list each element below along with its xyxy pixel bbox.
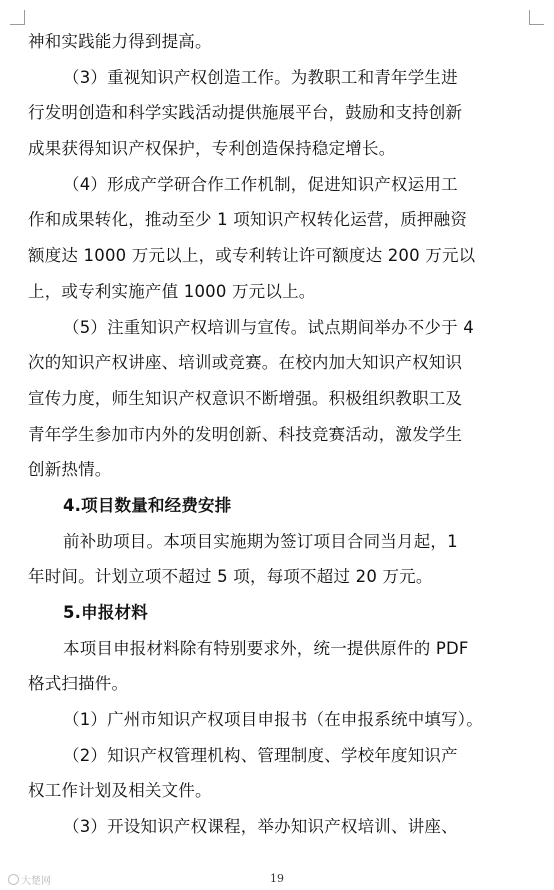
text-line: （3）重视知识产权创造工作。为教职工和青年学生进 bbox=[63, 67, 458, 87]
text-line: 宣传力度，师生知识产权意识不断增强。积极组织教职工及 bbox=[28, 388, 463, 408]
text-line: （5）注重知识产权培训与宣传。试点期间举办不少于 4 bbox=[63, 317, 474, 337]
text-line: 年时间。计划立项不超过 5 项，每项不超过 20 万元。 bbox=[28, 567, 433, 587]
text-line: 前补助项目。本项目实施期为签订项目合同当月起，1 bbox=[63, 531, 458, 551]
text-line: 神和实践能力得到提高。 bbox=[28, 32, 212, 51]
text-line: 本项目申报材料除有特别要求外，统一提供原件的 PDF bbox=[63, 638, 469, 658]
page-number: 19 bbox=[270, 872, 284, 885]
crop-mark-top-right bbox=[529, 10, 544, 25]
text-line: 上，或专利实施产值 1000 万元以上。 bbox=[28, 281, 316, 301]
text-line: 格式扫描件。 bbox=[28, 674, 129, 694]
text-line: （2）知识产权管理机构、管理制度、学校年度知识产 bbox=[63, 745, 458, 765]
section-heading: 5.申报材料 bbox=[63, 603, 148, 622]
text-line: （1）广州市知识产权项目申报书（在申报系统中填写）。 bbox=[63, 710, 483, 730]
text-line: 成果获得知识产权保护，专利创造保持稳定增长。 bbox=[28, 139, 396, 159]
document-body bbox=[28, 24, 530, 845]
text-line: （3）开设知识产权课程，举办知识产权培训、讲座、 bbox=[63, 817, 458, 837]
text-line: 创新热情。 bbox=[28, 460, 112, 480]
text-line: 次的知识产权讲座、培训或竞赛。在校内加大知识产权知识 bbox=[28, 353, 463, 373]
text-line: 额度达 1000 万元以上，或专利转让许可额度达 200 万元以 bbox=[28, 246, 476, 266]
text-line: （4）形成产学研合作工作机制，促进知识产权运用工 bbox=[63, 174, 458, 194]
section-heading: 4.项目数量和经费安排 bbox=[63, 495, 232, 515]
text-line: 作和成果转化，推动至少 1 项知识产权转化运营，质押融资 bbox=[28, 210, 468, 230]
crop-mark-top-left bbox=[10, 10, 25, 25]
text-line: 行发明创造和科学实践活动提供施展平台，鼓励和支持创新 bbox=[28, 103, 463, 123]
text-line: 青年学生参加市内外的发明创新、科技竞赛活动，激发学生 bbox=[28, 424, 463, 444]
watermark-text: 大楚网 bbox=[21, 876, 51, 887]
text-line: 权工作计划及相关文件。 bbox=[28, 781, 212, 801]
